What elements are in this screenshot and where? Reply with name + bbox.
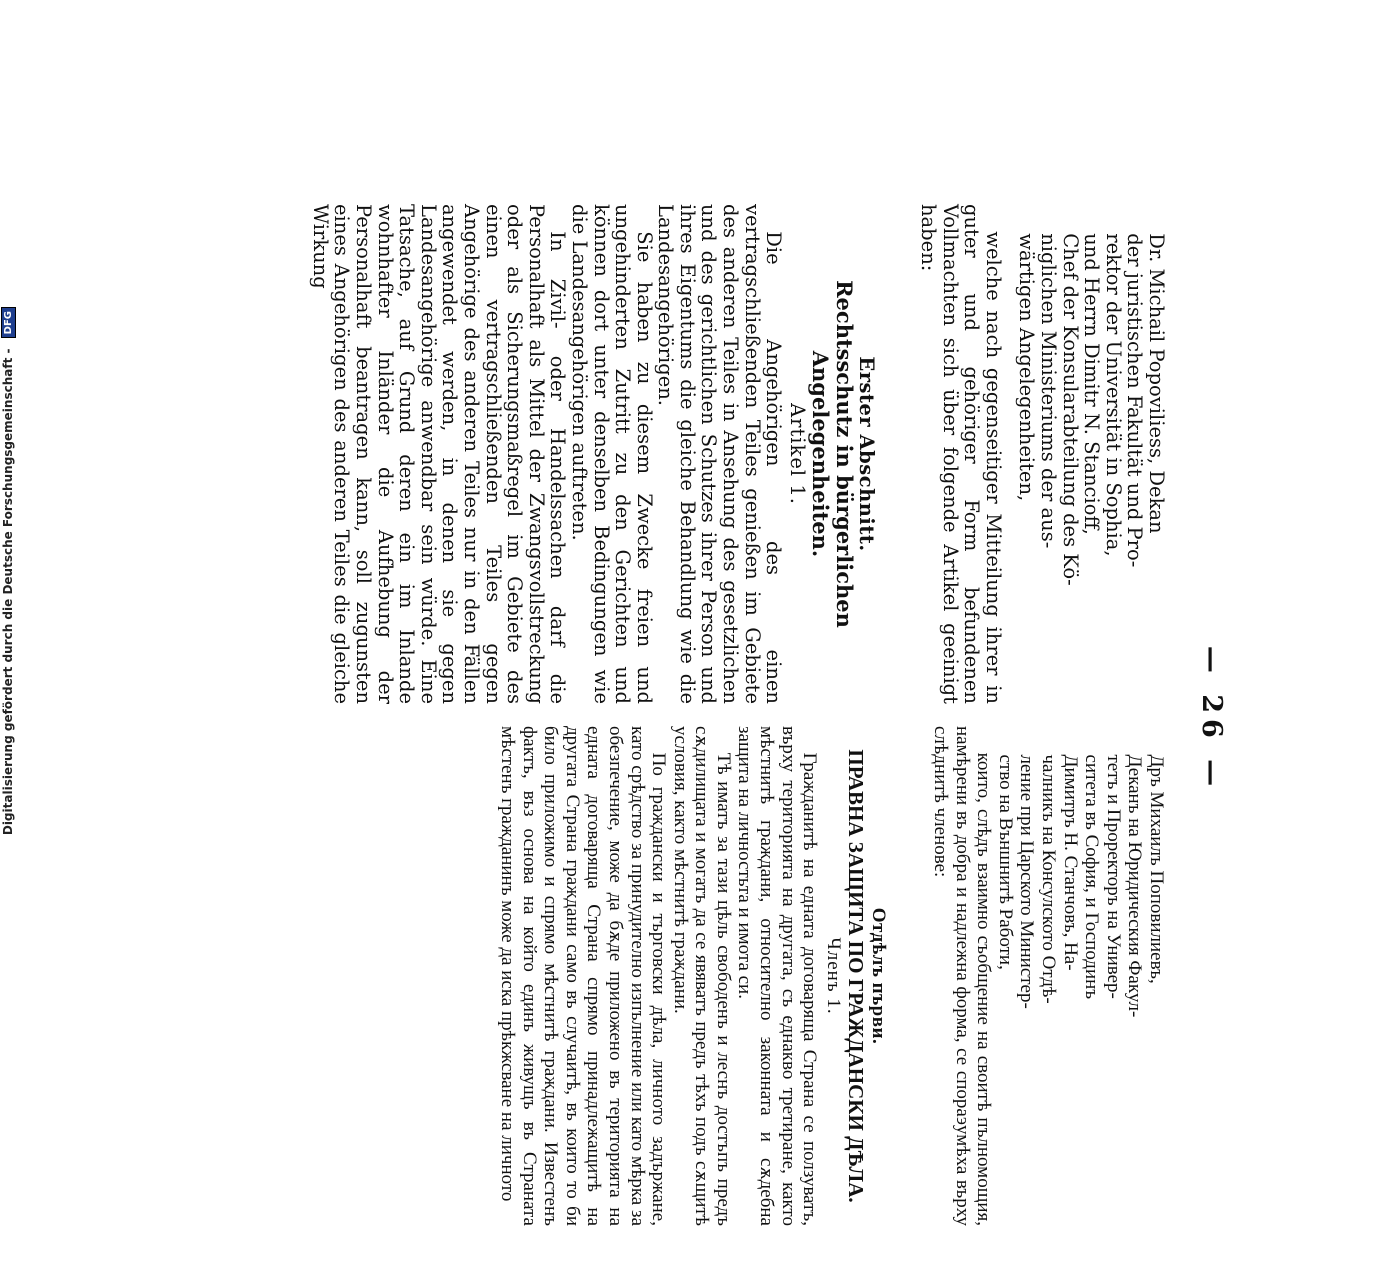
signatory-line: Chef der Konsularabteilung des Kö- [1058,233,1082,586]
signatory-line: Деканъ на Юридическия Факул- [1124,754,1146,1018]
dfg-logo: DFG [1,307,16,338]
bulgarian-preamble: които, слѣдъ взаимно съобщение на своитѣ пълномощия, намѣрени въ добра и надлежна форма, се спораэумѣха върху слѣднитѣ членове: [930,726,995,1226]
signatory-line: rektor der Universität in Sophia, [1101,233,1125,557]
page-content [140,204,1225,1234]
signatory-line: чалникъ на Консулското Отдѣ- [1038,754,1060,1004]
rotated-page [140,204,1225,1234]
german-paragraph-1: Die Angehörigen des einen vertragschließenden Teiles genießen im Gebiete des anderen Teiles in Ansehung des gesetzlichen und des gerichtlichen Schutzes ihrer Person und ihres Eigentums die gleiche Behandlung wie die Landesangehörigen. [654,204,786,704]
bulgarian-section-subtitle: ПРАВНА ЗАЩИТА ПО ГРАЖДАНСКИ ДѢЛА. [843,749,868,1203]
german-section-subtitle: Rechtsschutz in bürgerlichen Angelegenheiten. [807,280,857,628]
signatory-line: niglichen Ministeriums der aus- [1037,233,1061,549]
bulgarian-paragraph-2: Тѣ иматъ за тази цѣль свободенъ и леснъ достъпъ предъ сѫдилищата и могатъ да се явяватъ предъ тѣхъ подъ сѫщитѣ условия, както мѣстнитѣ граждани. [669,726,734,1226]
german-paragraph-3: In Zivil- oder Handelssachen darf die Personalhaft als Mittel der Zwangsvollstreckung oder als Sicherungsmaßregel im Gebiete des einen vertragschließenden Teiles gegen Angehörige des anderen Teiles nur in den Fällen angewendet werden, in denen sie gegen Landesangehörige anwendbar sein würde. Eine Tatsache, auf Grund deren ein im Inlande wohnhafter Inländer die Aufhebung der Personalhaft beantragen kann, soll zugunsten eines Angehörigen des anderen Teiles die gleiche Wirkung [308,204,570,704]
signatory-line: тетъ и Проректоръ на Универ- [1102,754,1124,999]
signatory-line: Димитръ Н. Станчовъ, На- [1059,754,1081,971]
german-paragraph-2: Sie haben zu diesem Zwecke freien und ungehinderten Zutritt zu den Gerichten und können dort unter denselben Bedingungen wie die Landesangehörigen auftreten. [567,204,656,704]
signatory-line: ство на Външнитѣ Работи, [994,754,1016,970]
digitization-footer [1,307,23,1287]
signatory-line: ситета въ София, и Господинъ [1081,754,1103,1000]
signatory-line: der juristischen Fakultät und Pro- [1123,233,1147,568]
german-preamble: welche nach gegenseitiger Mitteilung ihrer in guter und gehöriger Form befundenen Vollmachten sich über folgende Artikel geeinigt haben: [917,204,1005,704]
german-column [309,204,1167,704]
bulgarian-column [496,726,1167,1226]
bulgarian-signatory [994,726,1167,1226]
signatory-line: wärtigen Angelegenheiten, [1015,233,1039,502]
signatory-line: ление при Царското Министер- [1016,754,1038,1009]
signatory-line: und Herrn Dimitr N. Stancioff, [1080,233,1104,535]
german-article-heading: Artikel 1. [785,403,809,505]
signatory-line: Dr. Michail Popoviliess, Dekan [1145,233,1168,534]
bulgarian-paragraph-3: По граждански и търговски дѣла, личното задържане, като срѣдство за принудително изпълнение или като мѣрка за обезпечение, може да бѫде приложено въ територията на едната договаряща Страна спрямо принадлежащитѣ на другата Страна граждани само въ случаитѣ, въ които то би било приложимо и спрямо мѣстнитѣ граждани. Известенъ фактъ, въз основа на който единъ живущъ въ Страната мѣстенъ гражданинъ може да иска прѣкжсване на личното [496,726,670,1226]
german-signatory [1016,204,1167,704]
bulgarian-paragraph-1: Гражданитѣ на едната договаряща Страна се ползуватъ, върху територията на другата, съ еднакво третиране, както мѣстнитѣ граждани, относително законната и сѫдебна защита на личностьта и имота си. [734,726,821,1226]
german-section-title: Erster Abschnitt. [855,356,879,552]
page-number: — 26 — [1196,645,1227,793]
footer-text: Digitalisierung gefördert durch die Deutsche Forschungsgemeinschaft - [1,348,15,836]
bulgarian-section-title: Отдѣлъ първи. [868,907,890,1045]
bulgarian-article-heading: Членъ 1. [822,937,844,1015]
signatory-line: Дръ Михаилъ Поповилиевъ, [1146,754,1167,984]
